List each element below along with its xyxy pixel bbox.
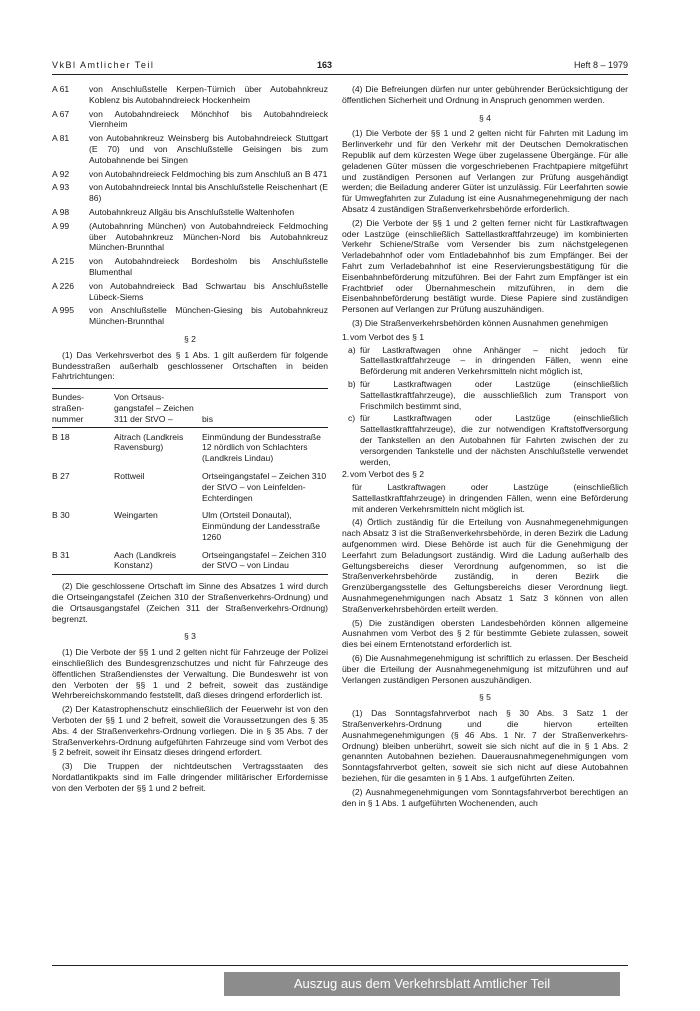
from-cell: Weingarten	[114, 510, 158, 521]
section-heading: § 5	[479, 692, 491, 703]
from-cell: Aach (Landkreis Konstanz)	[114, 549, 177, 571]
road-number-cell: B 27	[52, 470, 70, 481]
list-text: vom Verbot des § 2	[350, 469, 425, 480]
road-code: A 81	[52, 133, 70, 144]
paragraph: (3) Die Straßenverkehrsbehörden können Ausnahmen genehmigen	[352, 317, 609, 328]
road-code: A 98	[52, 206, 70, 217]
road-description: von Autobahndreieck Bad Schwartau bis Anschlußstelle Lübeck-Siems	[89, 280, 328, 302]
to-cell: Ulm (Ortsteil Donautal), Einmündung der Landesstraße 1260	[202, 510, 321, 542]
road-description: Autobahnkreuz Allgäu bis Anschlußstelle Waltenhofen	[89, 206, 295, 217]
column-header-to: bis	[202, 413, 213, 424]
sub-list-item	[342, 345, 628, 377]
sub-list-marker: a)	[348, 344, 356, 355]
road-description: von Anschlußstelle Kerpen-Türnich über Autobahnkreuz Koblenz bis Autobahndreieck Hockenheim	[89, 84, 328, 105]
road-code: A 226	[52, 280, 74, 291]
list-item	[342, 332, 628, 343]
road-entry	[52, 84, 328, 106]
sub-list-text: für Lastkraftwagen oder Lastzüge (einschließlich Sattellastkraftfahrzeuge), die ausschließlich zum Transport von Frischmilch bestimmt sind,	[360, 378, 628, 411]
right-column	[342, 84, 628, 811]
issue-label: Heft 8 – 1979	[573, 60, 628, 70]
sub-list-item	[342, 379, 628, 411]
page-number: 163	[317, 60, 333, 70]
road-description: von Anschlußstelle München-Giesing bis Autobahnkreuz München-Brunnthal	[89, 305, 328, 327]
road-code: A 99	[52, 220, 70, 231]
table-header	[52, 389, 328, 427]
road-code: A 92	[52, 168, 70, 179]
from-cell: Rottweil	[114, 470, 145, 481]
road-code: A 61	[52, 84, 70, 94]
paragraph: (1) Die Verbote der §§ 1 und 2 gelten nicht für Fahrzeuge der Polizei einschließlich des Bundesgrenzschutzes und nicht für Fahrzeuge des öffentlichen Straßendienstes der Verwaltung. Die Bundeswehr ist von den Verboten der §§ 1 und 2 befreit, soweit das zuständige Wehrbereichskommando feststellt, daß dieses dringend erforderlich ist.	[52, 647, 328, 701]
table-row	[52, 546, 328, 575]
to-cell: Einmündung der Bundesstraße 12 nördlich von Schlachters (Landkreis Lindau)	[202, 431, 321, 464]
paragraph: (6) Die Ausnahmegenehmigung ist schriftlich zu erlassen. Der Bescheid über die Erteilung der Ausnahmegenehmigung ist mitzuführen und auf Verlangen zuständigen Personen auszuhändigen.	[342, 653, 628, 685]
paragraph: (5) Die zuständigen obersten Landesbehörden können allgemeine Ausnahmen vom Verbot des § 2 für bestimmte Gebiete zulassen, soweit dies bei einem Erntenotstand erforderlich ist.	[342, 617, 628, 650]
road-entry	[52, 109, 328, 131]
header-rule	[52, 74, 628, 75]
to-cell: Ortseingangstafel – Zeichen 310 der StVO – von Lindau	[202, 549, 327, 571]
footer-rule	[52, 965, 628, 966]
paragraph: (4) Die Befreiungen dürfen nur unter gebührender Berücksichtigung der öffentlichen Sicherheit und Ordnung in Anspruch genommen werden.	[342, 84, 628, 105]
paragraph: (1) Die Verbote der §§ 1 und 2 gelten nicht für Fahrten mit Ladung im Berlinverkehr und für den Verkehr mit der Deutschen Demokratischen Republik auf dem kürzesten Wege über zugelassene Übergänge. Für alle geladenen Güter müssen die vorgeschriebenen Frachtpapiere mitgeführt und zuständigen Personen auf Verlangen zur Prüfung ausgehändigt werden; die Beiladung anderer Güter ist unzulässig. Für Leerfahrten sowie für Umwegfahrten zur Zuladung ist eine Ausnahmegenehmigung der nach Absatz 4 zuständigen Straßenverkehrsbehörde erforderlich.	[342, 128, 628, 214]
road-number-cell: B 18	[52, 431, 70, 442]
sub-list-text: für Lastkraftwagen ohne Anhänger – nicht jedoch für Sattellastkraftfahrzeuge – in dringenden Fällen, wenn eine Beförderung mit anderen Verkehrsmitteln nicht möglich ist,	[360, 344, 628, 377]
section-heading: § 4	[479, 112, 491, 123]
section-heading: § 2	[184, 333, 196, 344]
paragraph: (4) Örtlich zuständig für die Erteilung von Ausnahmegenehmigungen nach Absatz 3 ist die Straßenverkehrsbehörde, in deren Bezirk die Ladung aufgenommen wird. Diese Behörde ist auch für die Genehmigung der Leerfahrt zum Beladungsort zuständig. Wird die Ladung außerhalb des Geltungsbereichs dieser Verordnung aufgenommen, so ist die Straßenverkehrsbehörde zuständig, in deren Bezirk die Grenzübergangsstelle des Geltungsbereichs dieser Verordnung liegt. Ausnahmegenehmigungen nach Absatz 1 Satz 3 können von allen Straßenverkehrsbehörden erteilt werden.	[342, 517, 628, 614]
table-row	[52, 467, 328, 506]
road-entry	[52, 182, 328, 204]
federal-roads-table	[52, 388, 328, 575]
paragraph: (1) Das Sonntagsfahrverbot nach § 30 Abs. 3 Satz 1 der Straßenverkehrs-Ordnung und die hiervon erteilten Ausnahmegenehmigungen (§ 46 Abs. 1 Nr. 7 der Straßenverkehrs-Ordnung) bleiben unberührt, soweit sie sich nicht auf die in § 1 Abs. 2 genannten Autobahnen beziehen. Dauerausnahmegenehmigungen vom Sonntagsfahrverbot gelten, soweit sie sich nicht auf diese Autobahnen beziehen, für die gesamten in § 1 Abs. 1 aufgeführten Zeiten.	[342, 708, 628, 784]
road-entry	[52, 169, 328, 180]
road-description: von Autobahndreieck Inntal bis Anschlußstelle Reischenhart (E 86)	[89, 182, 328, 204]
column-header-from: Von Ortsaus-gangstafel – Zeichen 311 der StVO –	[114, 392, 194, 424]
list-marker: 1.	[342, 331, 350, 342]
road-description: von Autobahndreieck Feldmoching bis zum Anschluß an B 471	[89, 168, 328, 179]
road-entry	[52, 133, 328, 165]
list-body: für Lastkraftwagen oder Lastzüge (einschließlich Sattellastkraftfahrzeuge) in dringenden Fällen, wenn eine Beförderung mit anderen Verkehrsmitteln nicht möglich ist.	[352, 482, 628, 514]
sub-list-marker: c)	[348, 413, 356, 424]
road-entry	[52, 207, 328, 218]
paragraph: (1) Das Verkehrsverbot des § 1 Abs. 1 gilt außerdem für folgende Bundesstraßen außerhalb geschlossener Ortschaften in beiden Fahrtrichtungen:	[52, 349, 328, 382]
road-code: A 67	[52, 108, 70, 119]
table-row	[52, 428, 328, 467]
road-code: A 995	[52, 305, 74, 316]
table-row	[52, 506, 328, 545]
road-code: A 93	[52, 182, 70, 193]
footer-banner: Auszug aus dem Verkehrsblatt Amtlicher Teil	[224, 972, 620, 996]
section-heading: § 3	[184, 631, 196, 642]
from-cell: Aitrach (Landkreis Ravensburg)	[114, 431, 184, 453]
page-header	[52, 60, 628, 74]
paragraph: (3) Die Truppen der nichtdeutschen Vertragsstaaten des Nordatlantikpakts sind im Falle dringender militärischer Erfordernisse von den Verboten der §§ 1 und 2 befreit.	[52, 761, 328, 793]
paragraph: (2) Ausnahmegenehmigungen vom Sonntagsfahrverbot berechtigen an den in § 1 Abs. 1 aufgeführten Wochenenden, auch	[342, 786, 628, 808]
road-number-cell: B 30	[52, 510, 70, 521]
road-entry	[52, 256, 328, 278]
list-item	[342, 469, 628, 480]
list-marker: 2.	[342, 469, 350, 480]
journal-title: VkBl Amtlicher Teil	[52, 60, 155, 70]
road-entry	[52, 281, 328, 303]
sub-list-marker: b)	[348, 378, 356, 389]
column-header-number: Bundes-straßen-nummer	[52, 392, 85, 424]
road-description: von Autobahndreieck Mönchhof bis Autobahndreieck Viernheim	[89, 108, 328, 130]
road-description: (Autobahnring München) von Autobahndreieck Feldmoching über Autobahnkreuz München-Nord bis Autobahnkreuz München-Brunnthal	[89, 220, 328, 253]
sub-list-item	[342, 413, 628, 467]
road-entry	[52, 305, 328, 327]
list-text: vom Verbot des § 1	[350, 331, 425, 342]
road-entry	[52, 221, 328, 253]
paragraph: (2) Der Katastrophenschutz einschließlich der Feuerwehr ist von den Verboten der §§ 1 und 2 befreit, soweit die Voraussetzungen des § 35 Abs. 4 der Straßenverkehrs-Ordnung vorliegen. Die in § 35 Abs. 7 der Straßenverkehrs-Ordnung aufgeführten Fahrzeuge sind vom Verbot des § 2 befreit, soweit ihr Einsatz dieses dringend erfordert.	[52, 704, 328, 758]
road-code: A 215	[52, 256, 74, 267]
road-description: von Autobahnkreuz Weinsberg bis Autobahndreieck Stuttgart (E 70) und von Anschlußstelle Geisingen bis zum Autobahnende bei Singen	[89, 133, 328, 165]
paragraph: (2) Die Verbote der §§ 1 und 2 gelten ferner nicht für Lastkraftwagen oder Lastzüge (einschließlich Sattellastkraftfahrzeuge) im kombinierten Verkehr Schiene/Straße vom Versender bis zum nächstgelegenen Verladebahnhof oder vom Entladebahnhof bis zum Empfänger. Bei der Fahrt zum Verladebahnhof ist eine Reservierungsbestätigung für die Eisenbahnbeförderung mitzuführen. Bei der Fahrt zum Empfänger ist ein Frachtbrief oder Übernahmeschein mitzuführen, in dem die Eisenbahnbeförderung bestätigt wurde. Diese Papiere sind zuständigen Personen auf Verlangen zur Prüfung auszuhändigen.	[342, 217, 628, 315]
road-description: von Autobahndreieck Bordesholm bis Anschlußstelle Blumenthal	[89, 256, 328, 277]
to-cell: Ortseingangstafel – Zeichen 310 der StVO – von Leinfelden-Echterdingen	[202, 470, 327, 503]
paragraph: (2) Die geschlossene Ortschaft im Sinne des Absatzes 1 wird durch die Ortseingangstafel (Zeichen 310 der Straßenverkehrs-Ordnung) und die Ortsausgangstafel (Zeichen 311 der Straßenverkehrs-Ordnung) begrenzt.	[52, 581, 328, 624]
left-column	[52, 84, 328, 797]
sub-list-text: für Lastkraftwagen oder Lastzüge (einschließlich Sattellastkraftfahrzeuge), die zur notwendigen Kraftstoffversorgung der Tankstellen an den Autobahnen für Fahrten zwischen der zu versorgenden Tankstelle und der nächsten Anschlußstelle verwendet werden,	[360, 413, 628, 467]
road-number-cell: B 31	[52, 549, 70, 560]
